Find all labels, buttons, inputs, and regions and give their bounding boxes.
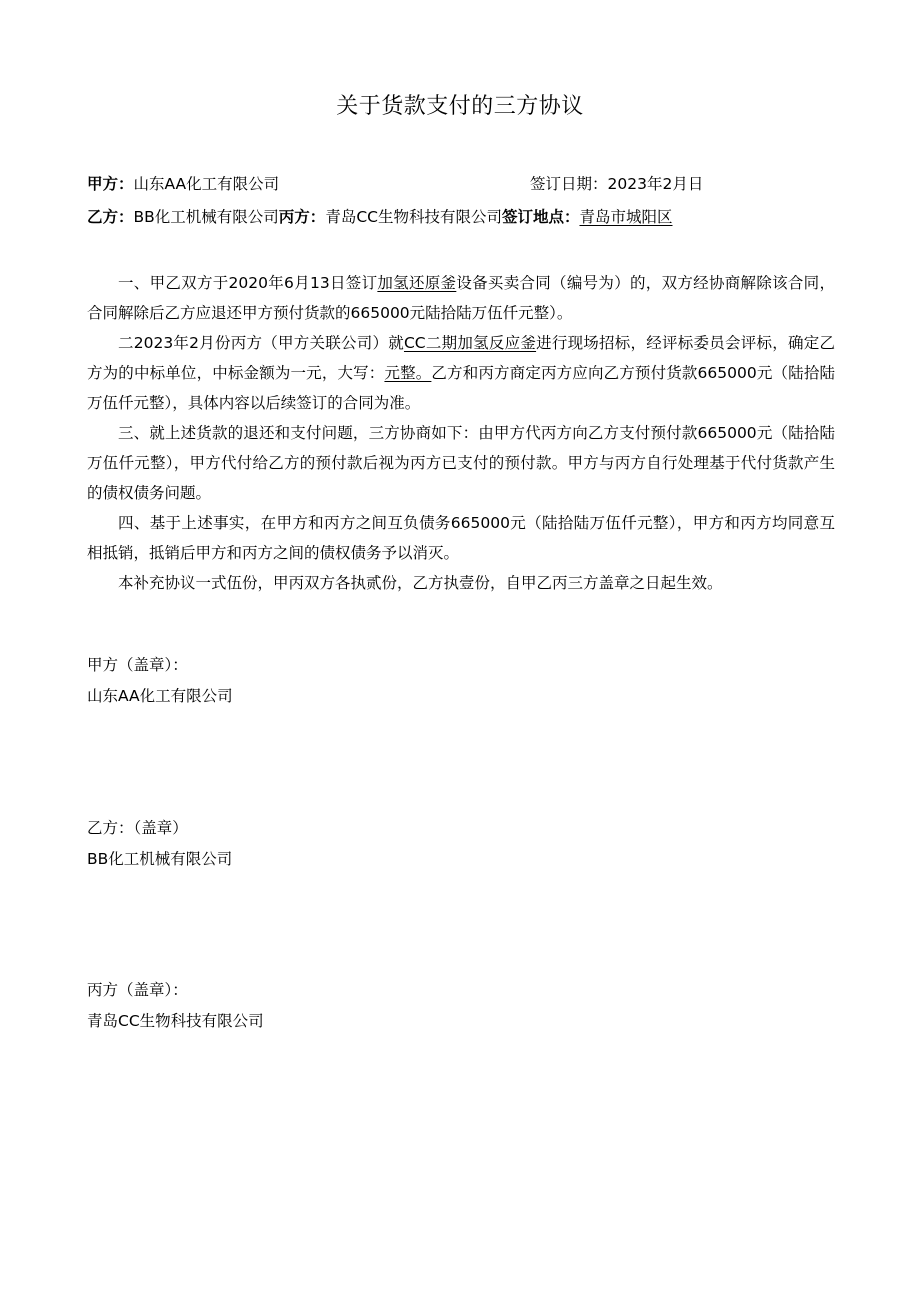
party-a-name: 山东AA化工有限公司 xyxy=(133,175,280,193)
clause-2-project: CC二期加氢反应釜 xyxy=(403,334,537,352)
signature-a-label: 甲方（盖章）： xyxy=(87,656,188,674)
signature-b-label: 乙方：（盖章） xyxy=(87,819,188,837)
clause-2-text-b: 进行现场招标，经评标委员会评标，确定乙方为的中标单位，中标金额为一元，大写： xyxy=(87,334,835,382)
clause-1-text-a: 一、甲乙双方于2020年6月13日签订 xyxy=(118,274,378,292)
party-b-label: 乙方： xyxy=(87,208,134,226)
document-title: 关于货款支付的三方协议 xyxy=(336,94,584,119)
party-a-label: 甲方： xyxy=(87,175,134,193)
signature-a-name: 山东AA化工有限公司 xyxy=(87,687,233,705)
party-b-name: BB化工机械有限公司 xyxy=(133,208,279,226)
sign-date-value: 2023年2月日 xyxy=(607,175,704,193)
parties-line xyxy=(87,206,847,228)
location-label: 签订地点： xyxy=(501,208,580,226)
party-c-name: 青岛CC生物科技有限公司 xyxy=(325,208,502,226)
clause-1-text-b: 设备买卖合同（编号为）的，双方经协商解除该合同，合同解除后乙方应退还甲方预付货款的665000元陆拾陆万伍仟元整）。 xyxy=(87,274,835,322)
clause-3: 三、就上述货款的退还和支付问题，三方协商如下：由甲方代丙方向乙方支付预付款665000元（陆拾陆万伍仟元整），甲方代付给乙方的预付款后视为丙方已支付的预付款。甲方与丙方自行处理基于代付货款产生的债权债务问题。 xyxy=(87,424,835,502)
party-c-label: 丙方： xyxy=(278,208,326,226)
clause-1 xyxy=(87,268,835,328)
signature-c-name: 青岛CC生物科技有限公司 xyxy=(87,1012,264,1030)
clause-2 xyxy=(87,328,835,418)
party-a-line xyxy=(87,173,847,195)
clause-5: 本补充协议一式伍份，甲丙双方各执贰份，乙方执壹份，自甲乙丙三方盖章之日起生效。 xyxy=(118,574,723,592)
clause-2-text-a: 二2023年2月份丙方（甲方关联公司）就 xyxy=(118,334,404,352)
signature-c-label: 丙方（盖章）： xyxy=(87,981,188,999)
clause-2-amount-words: 元整。 xyxy=(384,364,432,382)
clause-1-equipment: 加氢还原釜 xyxy=(377,274,457,292)
agreement-body xyxy=(87,268,835,598)
sign-date-label: 签订日期： xyxy=(530,175,608,193)
location-value: 青岛市城阳区 xyxy=(579,208,673,226)
signature-b-name: BB化工机械有限公司 xyxy=(87,850,233,868)
sign-date xyxy=(530,173,703,195)
clause-4: 四、基于上述事实，在甲方和丙方之间互负债务665000元（陆拾陆万伍仟元整），甲方和丙方均同意互相抵销，抵销后甲方和丙方之间的债权债务予以消灭。 xyxy=(87,514,835,562)
clause-2-text-c: 乙方和丙方商定丙方应向乙方预付货款665000元（陆拾陆万伍仟元整），具体内容以后续签订的合同为准。 xyxy=(87,364,835,412)
